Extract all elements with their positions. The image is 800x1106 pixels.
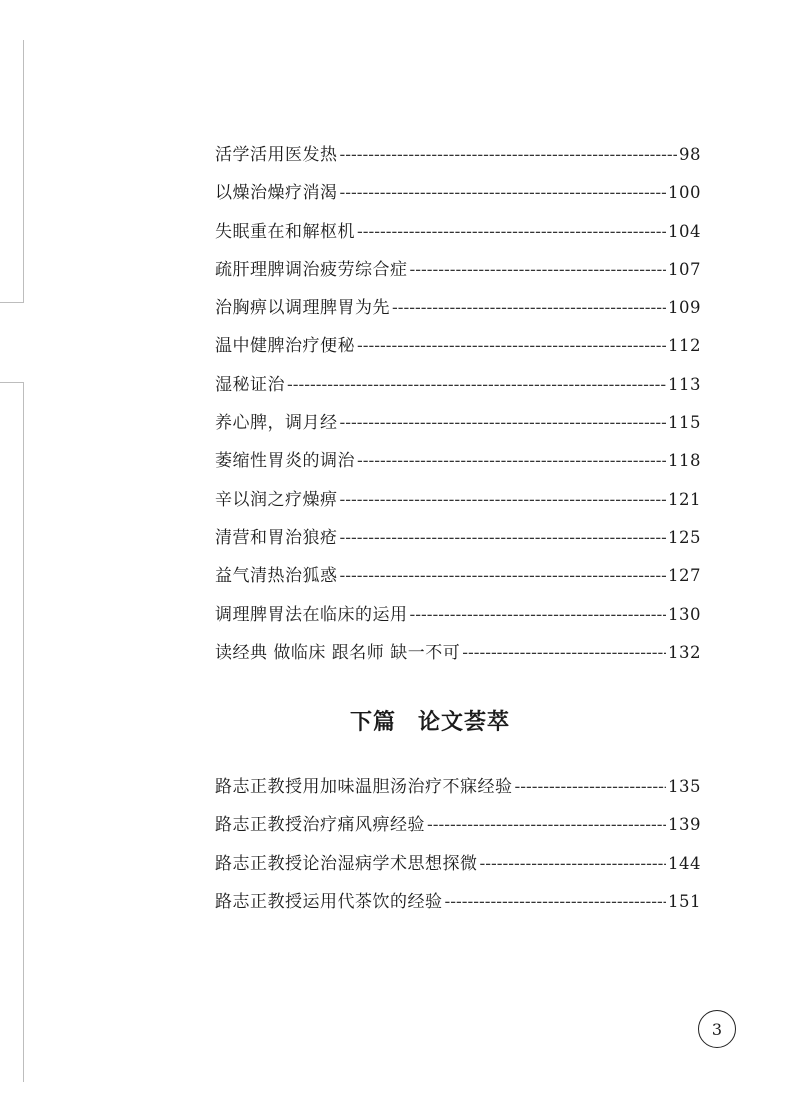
toc-list-part2 <box>215 772 701 925</box>
toc-entry-title: 益气清热治狐惑 <box>215 566 338 587</box>
toc-entry-page: 100 <box>668 183 701 203</box>
toc-entry-page: 130 <box>668 604 701 624</box>
toc-entry-page: 132 <box>668 642 701 662</box>
section-part-label: 下篇 <box>349 709 396 735</box>
toc-entry[interactable] <box>215 810 701 848</box>
page-number: 3 <box>711 1019 723 1039</box>
toc-entry-title: 养心脾，调月经 <box>215 413 338 434</box>
toc-entry-title: 治胸痹以调理脾胃为先 <box>215 298 390 319</box>
toc-entry-page: 139 <box>668 815 701 835</box>
page-number-badge <box>698 1010 736 1048</box>
toc-entry[interactable] <box>215 638 701 676</box>
dot-leader <box>340 183 667 203</box>
toc-entry[interactable] <box>215 600 701 638</box>
toc-entry[interactable] <box>215 178 701 216</box>
toc-entry[interactable] <box>215 849 701 887</box>
dot-leader <box>340 490 667 510</box>
toc-entry-title: 活学活用医发热 <box>215 145 338 165</box>
dot-leader <box>410 605 667 625</box>
toc-entry[interactable] <box>215 887 701 925</box>
binding-tick-mark <box>0 382 24 383</box>
toc-entry[interactable] <box>215 331 701 369</box>
binding-margin-line <box>23 40 24 302</box>
binding-tick-mark <box>0 302 24 303</box>
dot-leader <box>287 375 666 395</box>
dot-leader <box>445 892 667 912</box>
dot-leader <box>410 260 667 280</box>
toc-entry[interactable] <box>215 523 701 561</box>
dot-leader <box>340 413 667 433</box>
dot-leader <box>392 298 666 318</box>
toc-entry-title: 调理脾胃法在临床的运用 <box>215 604 408 625</box>
toc-entry[interactable] <box>215 561 701 599</box>
toc-entry[interactable] <box>215 370 701 408</box>
toc-entry-title: 路志正教授论治湿病学术思想探微 <box>215 853 478 874</box>
toc-entry-title: 萎缩性胃炎的调治 <box>215 451 355 472</box>
toc-entry[interactable] <box>215 217 701 255</box>
toc-entry-page: 151 <box>668 891 701 911</box>
toc-list-part1 <box>215 140 701 676</box>
toc-entry[interactable] <box>215 255 701 293</box>
toc-entry[interactable] <box>215 446 701 484</box>
toc-entry-title: 清营和胃治狼疮 <box>215 527 338 548</box>
dot-leader <box>340 528 667 548</box>
dot-leader <box>357 222 666 242</box>
toc-entry[interactable] <box>215 408 701 446</box>
toc-entry-title: 读经典 做临床 跟名师 缺一不可 <box>215 642 461 663</box>
toc-entry-page: 109 <box>668 298 701 318</box>
toc-entry-page: 115 <box>668 413 701 433</box>
toc-entry-title: 路志正教授用加味温胆汤治疗不寐经验 <box>215 777 513 797</box>
toc-entry-title: 路志正教授运用代茶饮的经验 <box>215 891 443 912</box>
toc-entry[interactable] <box>215 772 701 810</box>
toc-entry-page: 107 <box>668 259 701 279</box>
toc-entry-page: 104 <box>668 221 701 241</box>
section-heading <box>0 705 800 736</box>
toc-entry-title: 温中健脾治疗便秘 <box>215 336 355 357</box>
toc-entry[interactable] <box>215 140 701 178</box>
toc-entry-page: 98 <box>679 145 701 164</box>
toc-entry-page: 113 <box>668 374 701 394</box>
dot-leader <box>427 815 666 835</box>
toc-entry-title: 辛以润之疗燥痹 <box>215 489 338 510</box>
toc-entry-title: 以燥治燥疗消渴 <box>215 183 338 204</box>
dot-leader <box>340 145 678 165</box>
toc-entry-title: 疏肝理脾调治疲劳综合症 <box>215 259 408 280</box>
dot-leader <box>357 336 666 356</box>
dot-leader <box>340 566 667 586</box>
toc-entry-page: 127 <box>668 566 701 586</box>
toc-entry-page: 135 <box>668 777 701 796</box>
toc-entry-page: 112 <box>668 336 701 356</box>
toc-entry-title: 路志正教授治疗痛风痹经验 <box>215 815 425 836</box>
dot-leader <box>462 643 666 663</box>
section-title: 论文荟萃 <box>418 709 511 735</box>
toc-entry-title: 湿秘证治 <box>215 374 285 395</box>
toc-entry-page: 125 <box>668 527 701 547</box>
toc-entry[interactable] <box>215 293 701 331</box>
toc-entry-page: 121 <box>668 489 701 509</box>
dot-leader <box>480 854 667 874</box>
toc-entry-page: 118 <box>668 451 701 471</box>
toc-entry-title: 失眠重在和解枢机 <box>215 221 355 242</box>
dot-leader <box>515 777 667 797</box>
dot-leader <box>357 451 666 471</box>
toc-entry-page: 144 <box>668 853 701 873</box>
toc-entry[interactable] <box>215 485 701 523</box>
